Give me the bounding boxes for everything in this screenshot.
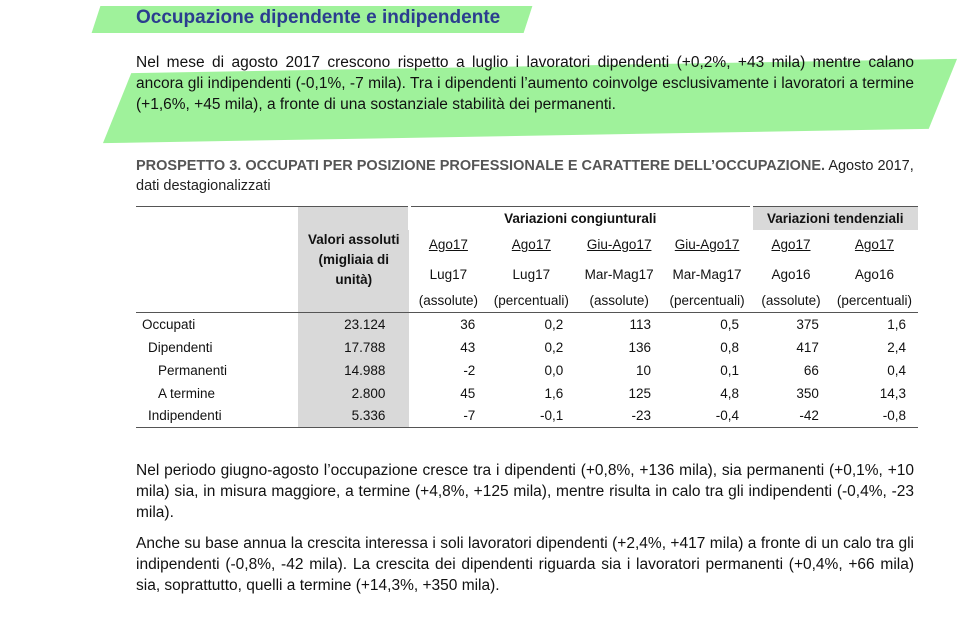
- row-cell: 417: [796, 339, 819, 355]
- col-head-5c: (assolute): [751, 290, 831, 313]
- header-empty-cell: [136, 207, 298, 230]
- row-cell: -23: [575, 405, 663, 428]
- row-value: 23.124: [298, 313, 409, 336]
- group-head-congiunturali: Variazioni congiunturali: [409, 207, 751, 230]
- row-cell: 45: [460, 385, 476, 401]
- col-head-1c: (assolute): [409, 290, 487, 313]
- row-cell: 0,8: [720, 339, 740, 355]
- row-cell: 66: [803, 362, 819, 378]
- col-head-3c: (assolute): [575, 290, 663, 313]
- col-head-4b: Mar-Mag17: [672, 267, 742, 282]
- row-cell: -7: [409, 405, 487, 428]
- row-cell: 113: [629, 316, 652, 332]
- row-value: 2.800: [298, 382, 409, 405]
- table-row: [136, 405, 918, 428]
- row-cell: 10: [636, 362, 652, 378]
- row-cell: 0,1: [720, 362, 740, 378]
- caption-heading: PROSPETTO 3. OCCUPATI PER POSIZIONE PROFESSIONALE E CARATTERE DELL’OCCUPAZIONE.: [136, 158, 826, 174]
- table-col-header-row-3: [136, 290, 918, 313]
- row-cell: 0,5: [720, 316, 740, 332]
- header-empty-cell: [136, 290, 298, 313]
- row-label: Indipendenti: [136, 405, 298, 428]
- header-values-cell: [298, 290, 409, 313]
- values-header-line-2: (migliaia di unità): [318, 251, 389, 287]
- header-values-cell: [298, 207, 409, 230]
- table-col-header-row-2: [136, 260, 918, 290]
- header-empty-cell: [136, 230, 298, 260]
- row-label: Permanenti: [158, 362, 228, 378]
- table-row: [136, 382, 918, 405]
- row-cell: -0,8: [831, 405, 918, 428]
- row-cell: -42: [751, 405, 831, 428]
- row-value: 14.988: [298, 359, 409, 382]
- row-cell: 36: [460, 316, 476, 332]
- col-head-1b: Lug17: [429, 267, 468, 282]
- col-head-6a: Ago17: [854, 237, 894, 252]
- row-value: 5.336: [298, 405, 409, 428]
- row-cell: 0,2: [544, 316, 564, 332]
- row-cell: 0,4: [887, 362, 906, 378]
- col-head-3a: Giu-Ago17: [586, 237, 652, 252]
- section-title: Occupazione dipendente e indipendente: [136, 7, 501, 28]
- row-value: 17.788: [298, 336, 409, 359]
- row-cell: 4,8: [720, 385, 740, 401]
- row-cell: 375: [796, 316, 819, 332]
- row-label: Dipendenti: [148, 339, 213, 355]
- row-cell: 14,3: [879, 385, 906, 401]
- group-head-tendenziali: Variazioni tendenziali: [751, 207, 918, 230]
- values-header-line-1: Valori assoluti: [307, 231, 400, 247]
- annual-paragraph: Anche su base annua la crescita interessa i soli lavoratori dipendenti (+2,4%, +417 mila) a fronte di un calo tra gli indipendenti (-0,8%, -42 mila). La crescita dei dipendenti riguarda sia i lavoratori permanenti (+0,4%, +66 mila) sia, soprattutto, quelli a termine (+14,3%, +350 mila).: [136, 535, 914, 594]
- row-cell: 136: [628, 339, 652, 355]
- col-head-2b: Lug17: [512, 267, 551, 282]
- col-head-3b: Mar-Mag17: [584, 267, 654, 282]
- row-cell: 125: [628, 385, 652, 401]
- row-cell: 350: [796, 385, 819, 401]
- col-head-6b: Ago16: [854, 267, 894, 282]
- col-head-4c: (percentuali): [663, 290, 751, 313]
- table-col-header-row-1: [136, 230, 918, 260]
- employment-table: [136, 206, 918, 428]
- row-cell: 1,6: [544, 385, 564, 401]
- col-head-4a: Giu-Ago17: [674, 237, 740, 252]
- table-row: [136, 359, 918, 382]
- col-head-6c: (percentuali): [831, 290, 918, 313]
- col-head-2c: (percentuali): [487, 290, 575, 313]
- table-row: [136, 313, 918, 336]
- caption-subtitle: Agosto 2017, dati destagionalizzati: [136, 158, 914, 194]
- table-group-header-row: [136, 207, 918, 230]
- row-cell: 2,4: [887, 339, 906, 355]
- row-label: A termine: [158, 385, 216, 401]
- period-paragraph: Nel periodo giugno-agosto l’occupazione cresce tra i dipendenti (+0,8%, +136 mila), sia permanenti (+0,1%, +10 mila) sia, in misura maggiore, a termine (+4,8%, +125 mila), mentre risulta in calo tra gli indipendenti (-0,4%, -23 mila).: [136, 462, 914, 521]
- table-caption: [136, 156, 916, 196]
- row-cell: 43: [460, 339, 476, 355]
- col-head-5b: Ago16: [771, 267, 811, 282]
- row-cell: 1,6: [887, 316, 906, 332]
- header-empty-cell: [136, 260, 298, 290]
- intro-paragraph: Nel mese di agosto 2017 crescono rispetto a luglio i lavoratori dipendenti (+0,2%, +43 mila) mentre calano ancora gli indipendenti (-0,1%, -7 mila). Tra i dipendenti l’aumento coinvolge esclusivamente i lavoratori a termine (+1,6%, +45 mila), a fronte di una sostanziale stabilità dei permanenti.: [136, 54, 914, 113]
- row-cell: 0,2: [544, 339, 564, 355]
- col-head-1a: Ago17: [428, 237, 468, 252]
- values-header: [298, 230, 409, 290]
- row-cell: -2: [463, 362, 476, 378]
- col-head-5a: Ago17: [771, 237, 811, 252]
- table-row: [136, 336, 918, 359]
- col-head-2a: Ago17: [511, 237, 551, 252]
- row-cell: 0,0: [544, 362, 564, 378]
- row-label: Occupati: [142, 316, 196, 332]
- row-cell: -0,4: [663, 405, 751, 428]
- row-cell: -0,1: [487, 405, 575, 428]
